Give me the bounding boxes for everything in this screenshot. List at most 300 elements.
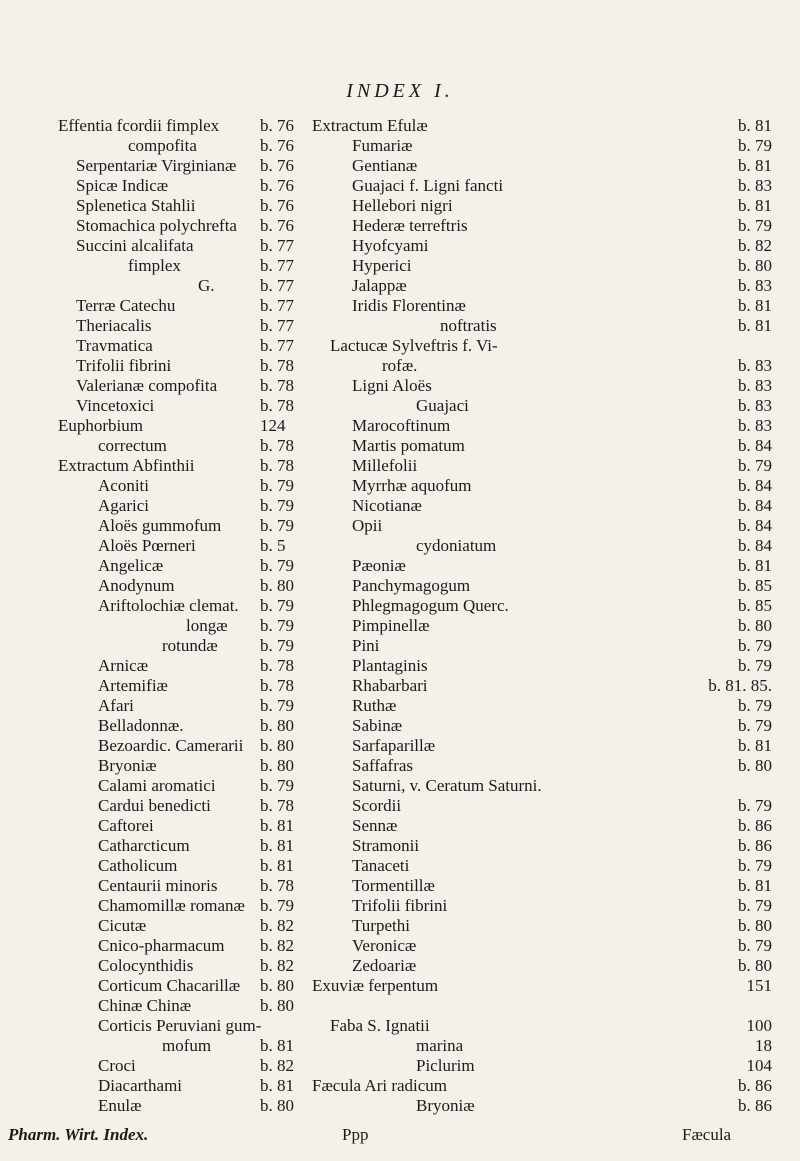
index-entry bbox=[312, 196, 772, 216]
entry-name: Diacarthami bbox=[98, 1076, 183, 1095]
index-entry bbox=[58, 856, 314, 876]
index-entry bbox=[312, 576, 772, 596]
entry-name: Bezoardic. Camerarii bbox=[98, 736, 244, 755]
index-entry bbox=[312, 436, 772, 456]
entry-name: Iridis Florentinæ bbox=[352, 296, 466, 315]
entry-name: Aloës Pœrneri bbox=[98, 536, 196, 555]
entry-page: b. 79 bbox=[738, 636, 772, 655]
index-entry bbox=[312, 1096, 772, 1116]
entry-name: Hyofcyami bbox=[352, 236, 429, 255]
index-entry bbox=[312, 956, 772, 976]
index-entry bbox=[312, 516, 772, 536]
entry-page: b. 80 bbox=[260, 716, 294, 735]
index-entry bbox=[58, 696, 314, 716]
entry-name: Angelicæ bbox=[98, 556, 164, 575]
signature-line: Pharm. Wirt. Index. bbox=[8, 1125, 149, 1144]
entry-name: Anodynum bbox=[98, 576, 175, 595]
entry-name: Cardui benedicti bbox=[98, 796, 211, 815]
entry-page: b. 84 bbox=[738, 436, 772, 455]
entry-page: b. 77 bbox=[260, 336, 294, 355]
index-entry bbox=[58, 1096, 314, 1116]
entry-page: b. 79 bbox=[738, 456, 772, 475]
entry-name: Panchymagogum bbox=[352, 576, 471, 595]
entry-name: Stomachica polychrefta bbox=[76, 216, 237, 235]
index-entry bbox=[58, 156, 314, 176]
index-entry bbox=[58, 896, 314, 916]
entry-name: Marocoftinum bbox=[352, 416, 451, 435]
entry-page: b. 80 bbox=[738, 956, 772, 975]
entry-page: b. 77 bbox=[260, 296, 294, 315]
entry-page: b. 79 bbox=[738, 136, 772, 155]
entry-page: b. 80 bbox=[260, 1096, 294, 1115]
entry-page: b. 78 bbox=[260, 796, 294, 815]
entry-page: b. 81 bbox=[738, 876, 772, 895]
index-entry bbox=[58, 316, 314, 336]
index-entry bbox=[58, 296, 314, 316]
entry-page: b. 80 bbox=[738, 256, 772, 275]
entry-page: b. 78 bbox=[260, 676, 294, 695]
entry-page: b. 76 bbox=[260, 136, 294, 155]
index-entry bbox=[58, 836, 314, 856]
index-entry bbox=[312, 456, 772, 476]
index-entry bbox=[58, 536, 314, 556]
entry-name: Enulæ bbox=[98, 1096, 142, 1115]
index-entry bbox=[58, 396, 314, 416]
index-entry bbox=[312, 396, 772, 416]
entry-name: Martis pomatum bbox=[352, 436, 465, 455]
index-entry bbox=[312, 676, 772, 696]
entry-name: Rhabarbari bbox=[352, 676, 428, 695]
entry-page: 151 bbox=[746, 976, 772, 995]
entry-name: Guajaci f. Ligni fancti bbox=[352, 176, 504, 195]
entry-page: b. 79 bbox=[260, 776, 294, 795]
entry-name: Splenetica Stahlii bbox=[76, 196, 196, 215]
index-entry bbox=[312, 276, 772, 296]
index-entry bbox=[312, 756, 772, 776]
entry-page: b. 81 bbox=[738, 736, 772, 755]
index-entry bbox=[58, 496, 314, 516]
entry-name: mofum bbox=[162, 1036, 212, 1055]
index-entry bbox=[312, 996, 772, 1016]
entry-name: Belladonnæ. bbox=[98, 716, 184, 735]
index-entry bbox=[58, 1076, 314, 1096]
entry-page: b. 76 bbox=[260, 116, 294, 135]
entry-page: b. 80 bbox=[260, 996, 294, 1015]
entry-page: b. 79 bbox=[260, 616, 294, 635]
index-entry bbox=[58, 636, 314, 656]
entry-name: Euphorbium bbox=[58, 416, 143, 435]
entry-name: Extractum Abfinthii bbox=[58, 456, 195, 475]
index-entry bbox=[312, 776, 772, 796]
entry-name: Aconiti bbox=[98, 476, 149, 495]
entry-name: Artemifiæ bbox=[98, 676, 168, 695]
index-entry bbox=[58, 916, 314, 936]
entry-name: Valerianæ compofita bbox=[76, 376, 218, 395]
entry-page: b. 80 bbox=[738, 916, 772, 935]
entry-name: Colocynthidis bbox=[98, 956, 194, 975]
entry-page: b. 79 bbox=[260, 636, 294, 655]
entry-name: Lactucæ Sylveftris f. Vi- bbox=[330, 336, 498, 355]
entry-page: b. 76 bbox=[260, 216, 294, 235]
entry-name: Pæoniæ bbox=[352, 556, 406, 575]
entry-name: Aloës gummofum bbox=[98, 516, 222, 535]
entry-page: b. 81 bbox=[738, 316, 772, 335]
entry-name: Tormentillæ bbox=[352, 876, 435, 895]
entry-name: rotundæ bbox=[162, 636, 218, 655]
entry-name: Jalappæ bbox=[352, 276, 407, 295]
entry-page: b. 83 bbox=[738, 276, 772, 295]
entry-name: Arnicæ bbox=[98, 656, 149, 675]
index-entry bbox=[312, 476, 772, 496]
entry-name: Travmatica bbox=[76, 336, 153, 355]
entry-name: Terræ Catechu bbox=[76, 296, 176, 315]
index-entry bbox=[312, 936, 772, 956]
entry-name: Bryoniæ bbox=[416, 1096, 475, 1115]
entry-page: b. 79 bbox=[260, 496, 294, 515]
entry-page: b. 84 bbox=[738, 516, 772, 535]
entry-name: Plantaginis bbox=[352, 656, 428, 675]
index-entry bbox=[312, 316, 772, 336]
entry-name: Ruthæ bbox=[352, 696, 397, 715]
entry-page: b. 79 bbox=[260, 596, 294, 615]
entry-page: b. 80 bbox=[260, 756, 294, 775]
index-entry bbox=[58, 796, 314, 816]
entry-name: rofæ. bbox=[382, 356, 418, 375]
entry-name: Trifolii fibrini bbox=[76, 356, 172, 375]
entry-page: b. 81 bbox=[738, 196, 772, 215]
entry-name: marina bbox=[416, 1036, 464, 1055]
entry-page: b. 82 bbox=[738, 236, 772, 255]
entry-page: b. 81 bbox=[738, 116, 772, 135]
index-entry bbox=[312, 156, 772, 176]
catchword: Fæcula bbox=[682, 1125, 732, 1144]
entry-name: correctum bbox=[98, 436, 167, 455]
index-entry bbox=[58, 176, 314, 196]
index-entry bbox=[312, 1056, 772, 1076]
entry-page: 100 bbox=[746, 1016, 772, 1035]
entry-page: b. 81. 85. bbox=[708, 676, 772, 695]
index-entry bbox=[312, 296, 772, 316]
index-entry bbox=[58, 416, 314, 436]
entry-name: Veronicæ bbox=[352, 936, 417, 955]
index-entry bbox=[58, 196, 314, 216]
entry-page: b. 79 bbox=[738, 896, 772, 915]
entry-name: Exuviæ ferpentum bbox=[312, 976, 439, 995]
entry-name: Gentianæ bbox=[352, 156, 418, 175]
entry-page: b. 82 bbox=[260, 1056, 294, 1075]
entry-page: b. 82 bbox=[260, 916, 294, 935]
index-entry bbox=[312, 976, 772, 996]
entry-page: b. 81 bbox=[738, 156, 772, 175]
index-entry bbox=[58, 876, 314, 896]
index-entry bbox=[58, 996, 314, 1016]
entry-name: Spicæ Indicæ bbox=[76, 176, 169, 195]
entry-page: b. 76 bbox=[260, 196, 294, 215]
entry-name: Guajaci bbox=[416, 396, 469, 415]
entry-page: b. 79 bbox=[738, 856, 772, 875]
index-entry bbox=[58, 216, 314, 236]
entry-name: G. bbox=[198, 276, 215, 295]
index-entry bbox=[312, 236, 772, 256]
index-entry bbox=[58, 716, 314, 736]
index-entry bbox=[58, 356, 314, 376]
entry-page: b. 77 bbox=[260, 236, 294, 255]
entry-page: b. 83 bbox=[738, 396, 772, 415]
index-entry bbox=[312, 856, 772, 876]
index-entry bbox=[312, 376, 772, 396]
entry-page: 104 bbox=[746, 1056, 772, 1075]
index-entry bbox=[312, 536, 772, 556]
index-entry bbox=[312, 216, 772, 236]
entry-page: 124 bbox=[260, 416, 286, 435]
entry-name: Chamomillæ romanæ bbox=[98, 896, 245, 915]
entry-page: b. 81 bbox=[260, 836, 294, 855]
entry-name: Bryoniæ bbox=[98, 756, 157, 775]
entry-name: compofita bbox=[128, 136, 197, 155]
index-entry bbox=[58, 1036, 314, 1056]
index-column-left bbox=[58, 116, 314, 1116]
entry-page: b. 78 bbox=[260, 456, 294, 475]
entry-name: Corticis Peruviani gum- bbox=[98, 1016, 262, 1035]
entry-page: b. 80 bbox=[738, 756, 772, 775]
entry-name: Caftorei bbox=[98, 816, 154, 835]
entry-name: Nicotianæ bbox=[352, 496, 422, 515]
entry-name: Hyperici bbox=[352, 256, 412, 275]
index-entry bbox=[58, 656, 314, 676]
index-entry bbox=[58, 976, 314, 996]
index-entry bbox=[312, 556, 772, 576]
index-entry bbox=[58, 776, 314, 796]
entry-name: Trifolii fibrini bbox=[352, 896, 448, 915]
entry-page: b. 78 bbox=[260, 436, 294, 455]
index-entry bbox=[312, 876, 772, 896]
index-entry bbox=[58, 236, 314, 256]
entry-name: Chinæ Chinæ bbox=[98, 996, 192, 1015]
entry-page: b. 80 bbox=[260, 976, 294, 995]
entry-page: b. 79 bbox=[738, 656, 772, 675]
index-entry bbox=[312, 136, 772, 156]
index-entry bbox=[58, 336, 314, 356]
entry-page: 18 bbox=[755, 1036, 772, 1055]
index-entry bbox=[58, 556, 314, 576]
index-entry bbox=[58, 256, 314, 276]
index-entry bbox=[58, 936, 314, 956]
entry-name: Pimpinellæ bbox=[352, 616, 430, 635]
entry-page: b. 77 bbox=[260, 316, 294, 335]
entry-page: b. 78 bbox=[260, 656, 294, 675]
index-entry bbox=[312, 816, 772, 836]
index-entry bbox=[58, 376, 314, 396]
index-entry bbox=[58, 116, 314, 136]
entry-name: Fumariæ bbox=[352, 136, 413, 155]
entry-name: Sarfaparillæ bbox=[352, 736, 436, 755]
entry-page: b. 79 bbox=[738, 936, 772, 955]
entry-name: Cicutæ bbox=[98, 916, 147, 935]
entry-page: b. 86 bbox=[738, 1076, 772, 1095]
entry-name: Phlegmagogum Querc. bbox=[352, 596, 509, 615]
index-entry bbox=[58, 436, 314, 456]
index-entry bbox=[58, 456, 314, 476]
entry-name: fimplex bbox=[128, 256, 181, 275]
index-entry bbox=[312, 1036, 772, 1056]
entry-name: Opii bbox=[352, 516, 383, 535]
entry-page: b. 80 bbox=[260, 576, 294, 595]
index-entry bbox=[58, 816, 314, 836]
entry-page: b. 85 bbox=[738, 576, 772, 595]
index-entry bbox=[312, 176, 772, 196]
index-entry bbox=[312, 896, 772, 916]
entry-page: b. 79 bbox=[260, 696, 294, 715]
index-entry bbox=[312, 796, 772, 816]
index-entry bbox=[58, 596, 314, 616]
entry-page: b. 86 bbox=[738, 836, 772, 855]
entry-page: b. 5 bbox=[260, 536, 286, 555]
entry-name: Ligni Aloës bbox=[352, 376, 432, 395]
index-entry bbox=[312, 836, 772, 856]
entry-page: b. 79 bbox=[738, 716, 772, 735]
index-entry bbox=[312, 1076, 772, 1096]
entry-name: Effentia fcordii fimplex bbox=[58, 116, 220, 135]
entry-name: Corticum Chacarillæ bbox=[98, 976, 241, 995]
index-entry bbox=[58, 136, 314, 156]
entry-page: b. 81 bbox=[738, 556, 772, 575]
entry-page: b. 79 bbox=[738, 696, 772, 715]
entry-name: Sennæ bbox=[352, 816, 398, 835]
entry-name: Succini alcalifata bbox=[76, 236, 194, 255]
entry-name: Pini bbox=[352, 636, 380, 655]
entry-page: b. 76 bbox=[260, 156, 294, 175]
entry-name: Afari bbox=[98, 696, 134, 715]
entry-page: b. 78 bbox=[260, 356, 294, 375]
entry-name: Myrrhæ aquofum bbox=[352, 476, 472, 495]
entry-page: b. 85 bbox=[738, 596, 772, 615]
entry-name: noftratis bbox=[440, 316, 497, 335]
entry-page: b. 77 bbox=[260, 256, 294, 275]
entry-name: Theriacalis bbox=[76, 316, 152, 335]
entry-page: b. 83 bbox=[738, 356, 772, 375]
index-entry bbox=[58, 616, 314, 636]
index-entry bbox=[58, 276, 314, 296]
entry-page: b. 82 bbox=[260, 956, 294, 975]
entry-name: Millefolii bbox=[352, 456, 418, 475]
index-entry bbox=[58, 956, 314, 976]
entry-name: Cnico-pharmacum bbox=[98, 936, 225, 955]
signature-mark: Ppp bbox=[342, 1125, 369, 1144]
index-entry bbox=[312, 696, 772, 716]
entry-page: b. 81 bbox=[260, 1076, 294, 1095]
index-entry bbox=[312, 596, 772, 616]
entry-page: b. 79 bbox=[738, 216, 772, 235]
entry-name: Centaurii minoris bbox=[98, 876, 218, 895]
index-entry bbox=[312, 116, 772, 136]
entry-page: b. 78 bbox=[260, 396, 294, 415]
entry-name: Croci bbox=[98, 1056, 136, 1075]
entry-name: Saturni, v. Ceratum Saturni. bbox=[352, 776, 542, 795]
entry-page: b. 78 bbox=[260, 376, 294, 395]
entry-page: b. 84 bbox=[738, 496, 772, 515]
entry-page: b. 78 bbox=[260, 876, 294, 895]
index-entry bbox=[58, 736, 314, 756]
entry-name: Catholicum bbox=[98, 856, 178, 875]
index-entry bbox=[58, 576, 314, 596]
entry-name: Sabinæ bbox=[352, 716, 403, 735]
entry-name: Piclurim bbox=[416, 1056, 475, 1075]
entry-page: b. 81 bbox=[738, 296, 772, 315]
index-entry bbox=[312, 736, 772, 756]
entry-page: b. 82 bbox=[260, 936, 294, 955]
index-entry bbox=[312, 616, 772, 636]
entry-page: b. 80 bbox=[738, 616, 772, 635]
entry-name: Catharcticum bbox=[98, 836, 190, 855]
index-entry bbox=[58, 516, 314, 536]
entry-page: b. 84 bbox=[738, 476, 772, 495]
entry-name: Stramonii bbox=[352, 836, 420, 855]
entry-page: b. 83 bbox=[738, 376, 772, 395]
entry-name: Agarici bbox=[98, 496, 149, 515]
index-entry bbox=[58, 476, 314, 496]
index-entry bbox=[312, 716, 772, 736]
entry-name: cydoniatum bbox=[416, 536, 497, 555]
entry-page: b. 79 bbox=[260, 896, 294, 915]
entry-name: Vincetoxici bbox=[76, 396, 155, 415]
entry-page: b. 83 bbox=[738, 416, 772, 435]
entry-page: b. 83 bbox=[738, 176, 772, 195]
entry-name: Calami aromatici bbox=[98, 776, 216, 795]
index-column-right bbox=[312, 116, 772, 1116]
entry-page: b. 77 bbox=[260, 276, 294, 295]
entry-name: Tanaceti bbox=[352, 856, 410, 875]
entry-page: b. 80 bbox=[260, 736, 294, 755]
entry-page: b. 81 bbox=[260, 1036, 294, 1055]
entry-name: longæ bbox=[186, 616, 228, 635]
entry-page: b. 79 bbox=[260, 516, 294, 535]
entry-name: Hederæ terreftris bbox=[352, 216, 468, 235]
entry-name: Serpentariæ Virginianæ bbox=[76, 156, 237, 175]
entry-name: Extractum Efulæ bbox=[312, 116, 428, 135]
entry-page: b. 86 bbox=[738, 816, 772, 835]
entry-page: b. 81 bbox=[260, 856, 294, 875]
entry-name: Faba S. Ignatii bbox=[330, 1016, 430, 1035]
index-entry bbox=[312, 636, 772, 656]
index-entry bbox=[58, 1056, 314, 1076]
entry-page: b. 81 bbox=[260, 816, 294, 835]
entry-name: Saffafras bbox=[352, 756, 414, 775]
entry-page: b. 86 bbox=[738, 1096, 772, 1115]
entry-name: Scordii bbox=[352, 796, 402, 815]
entry-page: b. 79 bbox=[738, 796, 772, 815]
entry-page: b. 79 bbox=[260, 476, 294, 495]
entry-name: Hellebori nigri bbox=[352, 196, 453, 215]
index-entry bbox=[312, 916, 772, 936]
entry-page: b. 79 bbox=[260, 556, 294, 575]
index-entry bbox=[312, 496, 772, 516]
entry-name: Fæcula Ari radicum bbox=[312, 1076, 448, 1095]
index-entry bbox=[312, 256, 772, 276]
index-entry bbox=[312, 416, 772, 436]
index-entry bbox=[58, 756, 314, 776]
index-entry bbox=[312, 1016, 772, 1036]
page-title: INDEX I. bbox=[346, 80, 454, 102]
entry-page: b. 76 bbox=[260, 176, 294, 195]
index-entry bbox=[58, 1016, 314, 1036]
entry-page: b. 84 bbox=[738, 536, 772, 555]
entry-name: Ariftolochiæ clemat. bbox=[98, 596, 239, 615]
index-entry bbox=[312, 356, 772, 376]
index-entry bbox=[58, 676, 314, 696]
entry-name: Turpethi bbox=[352, 916, 410, 935]
index-entry bbox=[312, 656, 772, 676]
index-entry bbox=[312, 336, 772, 356]
